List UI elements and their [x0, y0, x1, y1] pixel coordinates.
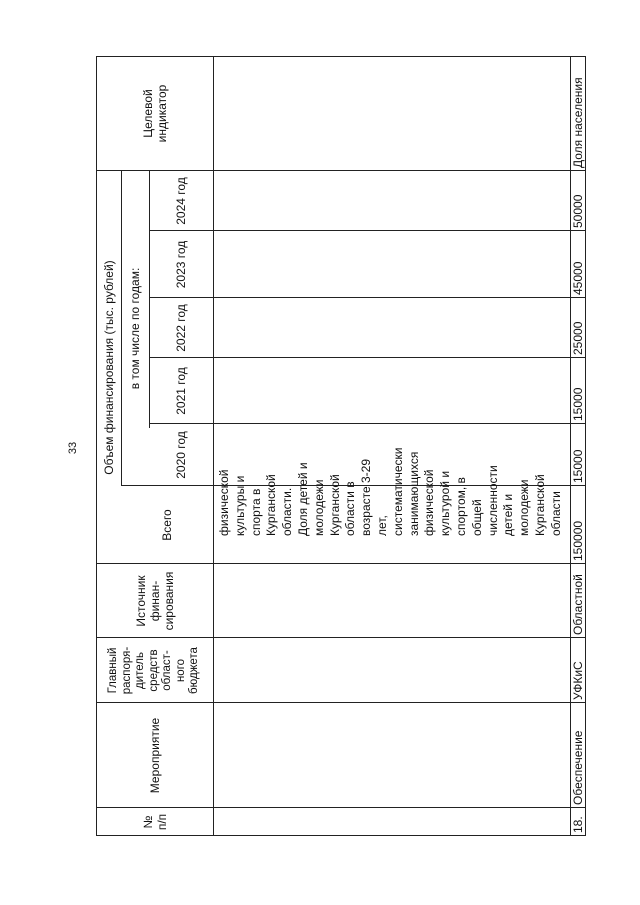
funding-table — [96, 56, 586, 836]
row18-2021: 15000 — [570, 387, 585, 421]
row18-2020: 15000 — [570, 449, 585, 483]
header-2021: 2021 год — [174, 367, 188, 415]
header-indicator: Целевой индикатор — [140, 84, 169, 143]
row18-source: Областной — [570, 574, 585, 635]
row18-manager: УФКиС — [570, 661, 585, 700]
table-bottom-border — [585, 56, 586, 836]
header-by-year: в том числе по годам: — [128, 267, 142, 390]
header-event: Мероприятие — [147, 717, 162, 794]
header-manager: Главный распоря- дитель средств област- ного бюджета — [107, 646, 201, 695]
row18-2023: 45000 — [570, 261, 585, 295]
page-number: 33 — [67, 441, 79, 455]
header-2023: 2023 год — [174, 240, 188, 289]
row18-2024: 50000 — [570, 194, 585, 228]
row18-num: 18. — [570, 816, 585, 833]
header-2022: 2022 год — [174, 304, 188, 352]
header-funding: Объем финансирования (тыс. рублей) — [101, 260, 116, 475]
row18-total: 150000 — [570, 520, 585, 561]
row18-event: Обеспечение — [570, 730, 585, 805]
row18-indicator: Доля населения — [570, 77, 585, 168]
indicator-continuation-text: физической культуры и спорта в Курганской области. Доля детей и молодежи Курганской области в возрасте 3-29 лет, систематически занимающихся физической культурой и спортом, в общей численности детей и молодежи Курганской области — [217, 447, 563, 536]
header-total: Всего — [160, 509, 174, 541]
header-2020: 2020 год — [174, 431, 188, 479]
header-num: № п/п — [140, 813, 169, 831]
row18-2022: 25000 — [570, 321, 585, 355]
header-source: Источник финан- сирования — [133, 571, 176, 631]
header-2024: 2024 год — [174, 177, 188, 225]
